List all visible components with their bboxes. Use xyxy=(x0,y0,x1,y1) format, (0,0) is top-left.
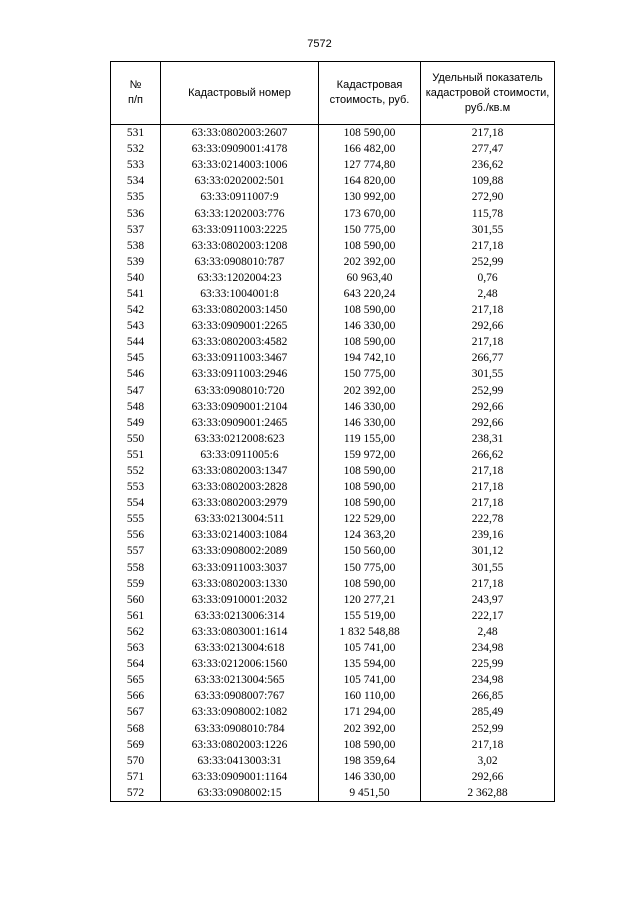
cell-row-number: 531 xyxy=(111,125,161,142)
cell-row-number: 572 xyxy=(111,785,161,802)
cell-row-number: 569 xyxy=(111,737,161,753)
cell-cadastral-value: 108 590,00 xyxy=(319,463,421,479)
table-row xyxy=(111,157,555,173)
cell-cadastral-number: 63:33:0803001:1614 xyxy=(161,624,319,640)
cell-specific-value: 2 362,88 xyxy=(421,785,555,802)
cell-row-number: 549 xyxy=(111,415,161,431)
table-header xyxy=(111,62,555,125)
cell-cadastral-value: 166 482,00 xyxy=(319,141,421,157)
cell-specific-value: 217,18 xyxy=(421,463,555,479)
cell-specific-value: 239,16 xyxy=(421,527,555,543)
cell-row-number: 556 xyxy=(111,527,161,543)
cell-specific-value: 115,78 xyxy=(421,205,555,221)
header-row-number xyxy=(111,62,161,125)
cell-row-number: 555 xyxy=(111,511,161,527)
cell-row-number: 543 xyxy=(111,318,161,334)
table-row xyxy=(111,720,555,736)
cell-row-number: 541 xyxy=(111,286,161,302)
cell-specific-value: 222,78 xyxy=(421,511,555,527)
cell-row-number: 566 xyxy=(111,688,161,704)
table-row xyxy=(111,205,555,221)
cell-cadastral-value: 120 277,21 xyxy=(319,592,421,608)
table-row xyxy=(111,447,555,463)
header-row xyxy=(111,62,555,125)
cell-cadastral-number: 63:33:0802003:1226 xyxy=(161,737,319,753)
cell-row-number: 535 xyxy=(111,189,161,205)
table-row xyxy=(111,141,555,157)
cell-row-number: 552 xyxy=(111,463,161,479)
cell-cadastral-number: 63:33:0802003:1347 xyxy=(161,463,319,479)
cell-specific-value: 217,18 xyxy=(421,125,555,142)
cell-cadastral-value: 164 820,00 xyxy=(319,173,421,189)
cell-cadastral-number: 63:33:0214003:1084 xyxy=(161,527,319,543)
cell-row-number: 562 xyxy=(111,624,161,640)
table-row xyxy=(111,785,555,802)
cell-cadastral-value: 135 594,00 xyxy=(319,656,421,672)
cell-cadastral-value: 60 963,40 xyxy=(319,270,421,286)
cell-cadastral-number: 63:33:0909001:4178 xyxy=(161,141,319,157)
cell-cadastral-value: 9 451,50 xyxy=(319,785,421,802)
table-row xyxy=(111,399,555,415)
cell-cadastral-value: 643 220,24 xyxy=(319,286,421,302)
cell-cadastral-number: 63:33:0212008:623 xyxy=(161,431,319,447)
table-row xyxy=(111,704,555,720)
header-cadastral-value: Кадастровая стоимость, руб. xyxy=(319,62,421,125)
cell-cadastral-value: 171 294,00 xyxy=(319,704,421,720)
table-body xyxy=(111,125,555,802)
cell-row-number: 567 xyxy=(111,704,161,720)
cell-cadastral-number: 63:33:0802003:2828 xyxy=(161,479,319,495)
cell-row-number: 545 xyxy=(111,350,161,366)
page-number: 7572 xyxy=(307,38,332,50)
cell-specific-value: 234,98 xyxy=(421,672,555,688)
cell-specific-value: 277,47 xyxy=(421,141,555,157)
cell-cadastral-number: 63:33:0213006:314 xyxy=(161,608,319,624)
cell-row-number: 544 xyxy=(111,334,161,350)
cell-row-number: 540 xyxy=(111,270,161,286)
cell-cadastral-number: 63:33:0908002:15 xyxy=(161,785,319,802)
table-row xyxy=(111,383,555,399)
cell-specific-value: 2,48 xyxy=(421,624,555,640)
cell-cadastral-number: 63:33:0908002:1082 xyxy=(161,704,319,720)
cell-cadastral-value: 146 330,00 xyxy=(319,769,421,785)
table-row xyxy=(111,640,555,656)
cell-cadastral-number: 63:33:0908002:2089 xyxy=(161,543,319,559)
cell-cadastral-number: 63:33:0908007:767 xyxy=(161,688,319,704)
cell-cadastral-value: 122 529,00 xyxy=(319,511,421,527)
cell-cadastral-number: 63:33:1202003:776 xyxy=(161,205,319,221)
cell-cadastral-number: 63:33:0910001:2032 xyxy=(161,592,319,608)
cell-cadastral-value: 1 832 548,88 xyxy=(319,624,421,640)
cell-specific-value: 217,18 xyxy=(421,737,555,753)
cell-cadastral-value: 127 774,80 xyxy=(319,157,421,173)
table-row xyxy=(111,415,555,431)
cell-row-number: 561 xyxy=(111,608,161,624)
table-row xyxy=(111,125,555,142)
cell-cadastral-number: 63:33:0909001:1164 xyxy=(161,769,319,785)
cell-row-number: 538 xyxy=(111,238,161,254)
cell-specific-value: 238,31 xyxy=(421,431,555,447)
cell-cadastral-number: 63:33:0909001:2104 xyxy=(161,399,319,415)
cell-cadastral-value: 108 590,00 xyxy=(319,479,421,495)
cell-row-number: 551 xyxy=(111,447,161,463)
cell-cadastral-number: 63:33:0911003:3467 xyxy=(161,350,319,366)
cell-cadastral-number: 63:33:0802003:4582 xyxy=(161,334,319,350)
cell-cadastral-number: 63:33:0911003:3037 xyxy=(161,560,319,576)
table-row xyxy=(111,350,555,366)
table-row xyxy=(111,543,555,559)
table-row xyxy=(111,560,555,576)
header-cadastral-number: Кадастровый номер xyxy=(161,62,319,125)
cell-row-number: 564 xyxy=(111,656,161,672)
cell-cadastral-value: 146 330,00 xyxy=(319,318,421,334)
cell-specific-value: 217,18 xyxy=(421,576,555,592)
cell-specific-value: 292,66 xyxy=(421,318,555,334)
cell-row-number: 558 xyxy=(111,560,161,576)
cell-cadastral-value: 202 392,00 xyxy=(319,254,421,270)
cell-specific-value: 266,85 xyxy=(421,688,555,704)
cell-specific-value: 234,98 xyxy=(421,640,555,656)
cell-cadastral-number: 63:33:0802003:2607 xyxy=(161,125,319,142)
cell-cadastral-number: 63:33:0909001:2265 xyxy=(161,318,319,334)
table-row xyxy=(111,189,555,205)
header-specific-value: Удельный показатель кадастровой стоимости, руб./кв.м xyxy=(421,62,555,125)
table-row xyxy=(111,656,555,672)
cell-cadastral-value: 146 330,00 xyxy=(319,415,421,431)
cell-specific-value: 0,76 xyxy=(421,270,555,286)
cell-row-number: 547 xyxy=(111,383,161,399)
cell-cadastral-value: 202 392,00 xyxy=(319,720,421,736)
cell-cadastral-number: 63:33:0212006:1560 xyxy=(161,656,319,672)
table-row xyxy=(111,608,555,624)
cell-row-number: 568 xyxy=(111,720,161,736)
cell-specific-value: 285,49 xyxy=(421,704,555,720)
cadastral-value-table xyxy=(110,61,555,802)
cell-cadastral-value: 160 110,00 xyxy=(319,688,421,704)
cell-cadastral-number: 63:33:0213004:565 xyxy=(161,672,319,688)
cell-cadastral-value: 150 775,00 xyxy=(319,560,421,576)
cell-row-number: 539 xyxy=(111,254,161,270)
table-row xyxy=(111,270,555,286)
table-row xyxy=(111,463,555,479)
cell-specific-value: 292,66 xyxy=(421,399,555,415)
cell-row-number: 537 xyxy=(111,222,161,238)
table-row xyxy=(111,769,555,785)
cell-row-number: 570 xyxy=(111,753,161,769)
table-row xyxy=(111,495,555,511)
table-row xyxy=(111,254,555,270)
cell-cadastral-value: 108 590,00 xyxy=(319,737,421,753)
cell-cadastral-number: 63:33:0909001:2465 xyxy=(161,415,319,431)
table-row xyxy=(111,302,555,318)
cell-cadastral-value: 105 741,00 xyxy=(319,672,421,688)
cell-row-number: 532 xyxy=(111,141,161,157)
cell-specific-value: 292,66 xyxy=(421,769,555,785)
cell-cadastral-value: 108 590,00 xyxy=(319,302,421,318)
cell-cadastral-value: 150 775,00 xyxy=(319,222,421,238)
cell-specific-value: 301,55 xyxy=(421,560,555,576)
header-number-abbr: п/п xyxy=(128,94,143,106)
cell-cadastral-value: 155 519,00 xyxy=(319,608,421,624)
cell-specific-value: 301,12 xyxy=(421,543,555,559)
cell-cadastral-number: 63:33:0802003:1450 xyxy=(161,302,319,318)
table-row xyxy=(111,366,555,382)
cell-row-number: 534 xyxy=(111,173,161,189)
table-row xyxy=(111,511,555,527)
cell-cadastral-number: 63:33:0908010:787 xyxy=(161,254,319,270)
cell-cadastral-number: 63:33:0202002:501 xyxy=(161,173,319,189)
cell-cadastral-value: 202 392,00 xyxy=(319,383,421,399)
cell-specific-value: 252,99 xyxy=(421,383,555,399)
cell-cadastral-number: 63:33:0911003:2946 xyxy=(161,366,319,382)
cell-cadastral-value: 108 590,00 xyxy=(319,576,421,592)
cell-cadastral-value: 108 590,00 xyxy=(319,334,421,350)
cell-specific-value: 217,18 xyxy=(421,302,555,318)
cell-specific-value: 236,62 xyxy=(421,157,555,173)
table-row xyxy=(111,222,555,238)
table-row xyxy=(111,334,555,350)
cell-cadastral-value: 198 359,64 xyxy=(319,753,421,769)
cell-cadastral-value: 119 155,00 xyxy=(319,431,421,447)
cell-cadastral-number: 63:33:0802003:2979 xyxy=(161,495,319,511)
table-row xyxy=(111,624,555,640)
cell-cadastral-number: 63:33:0802003:1208 xyxy=(161,238,319,254)
cell-row-number: 557 xyxy=(111,543,161,559)
cell-row-number: 563 xyxy=(111,640,161,656)
table-row xyxy=(111,238,555,254)
cell-specific-value: 243,97 xyxy=(421,592,555,608)
cell-cadastral-number: 63:33:0413003:31 xyxy=(161,753,319,769)
cell-cadastral-number: 63:33:0214003:1006 xyxy=(161,157,319,173)
cell-specific-value: 217,18 xyxy=(421,495,555,511)
table-row xyxy=(111,576,555,592)
cell-cadastral-value: 130 992,00 xyxy=(319,189,421,205)
cell-specific-value: 252,99 xyxy=(421,720,555,736)
cell-row-number: 548 xyxy=(111,399,161,415)
cell-specific-value: 301,55 xyxy=(421,366,555,382)
table-row xyxy=(111,479,555,495)
cell-specific-value: 292,66 xyxy=(421,415,555,431)
table-row xyxy=(111,737,555,753)
cell-row-number: 542 xyxy=(111,302,161,318)
cell-specific-value: 266,77 xyxy=(421,350,555,366)
cell-specific-value: 301,55 xyxy=(421,222,555,238)
cell-specific-value: 222,17 xyxy=(421,608,555,624)
cell-cadastral-value: 173 670,00 xyxy=(319,205,421,221)
cell-cadastral-number: 63:33:0908010:720 xyxy=(161,383,319,399)
cell-specific-value: 2,48 xyxy=(421,286,555,302)
cell-cadastral-value: 150 775,00 xyxy=(319,366,421,382)
cell-cadastral-number: 63:33:0213004:618 xyxy=(161,640,319,656)
cell-row-number: 560 xyxy=(111,592,161,608)
cell-row-number: 565 xyxy=(111,672,161,688)
table-row xyxy=(111,527,555,543)
cell-row-number: 536 xyxy=(111,205,161,221)
table-row xyxy=(111,592,555,608)
cell-specific-value: 217,18 xyxy=(421,334,555,350)
table-row xyxy=(111,753,555,769)
table-row xyxy=(111,672,555,688)
cell-cadastral-number: 63:33:0802003:1330 xyxy=(161,576,319,592)
table-row xyxy=(111,688,555,704)
cell-specific-value: 217,18 xyxy=(421,238,555,254)
cell-cadastral-value: 194 742,10 xyxy=(319,350,421,366)
table-row xyxy=(111,173,555,189)
cell-cadastral-number: 63:33:0213004:511 xyxy=(161,511,319,527)
cell-cadastral-number: 63:33:0911005:6 xyxy=(161,447,319,463)
cell-cadastral-value: 108 590,00 xyxy=(319,495,421,511)
header-number-sign: № xyxy=(129,79,142,91)
table-row xyxy=(111,286,555,302)
cell-specific-value: 3,02 xyxy=(421,753,555,769)
cell-row-number: 553 xyxy=(111,479,161,495)
cell-cadastral-number: 63:33:1004001:8 xyxy=(161,286,319,302)
cell-row-number: 533 xyxy=(111,157,161,173)
cell-cadastral-number: 63:33:0911007:9 xyxy=(161,189,319,205)
cell-specific-value: 217,18 xyxy=(421,479,555,495)
cell-cadastral-number: 63:33:1202004:23 xyxy=(161,270,319,286)
cell-specific-value: 272,90 xyxy=(421,189,555,205)
cell-cadastral-value: 159 972,00 xyxy=(319,447,421,463)
cell-cadastral-number: 63:33:0908010:784 xyxy=(161,720,319,736)
cell-cadastral-value: 146 330,00 xyxy=(319,399,421,415)
cell-specific-value: 225,99 xyxy=(421,656,555,672)
cell-specific-value: 266,62 xyxy=(421,447,555,463)
cell-specific-value: 252,99 xyxy=(421,254,555,270)
cell-row-number: 571 xyxy=(111,769,161,785)
cell-cadastral-value: 108 590,00 xyxy=(319,125,421,142)
cell-row-number: 559 xyxy=(111,576,161,592)
cell-cadastral-value: 108 590,00 xyxy=(319,238,421,254)
cell-row-number: 554 xyxy=(111,495,161,511)
cell-cadastral-number: 63:33:0911003:2225 xyxy=(161,222,319,238)
table-row xyxy=(111,431,555,447)
table-row xyxy=(111,318,555,334)
cell-row-number: 546 xyxy=(111,366,161,382)
cell-cadastral-value: 150 560,00 xyxy=(319,543,421,559)
cell-row-number: 550 xyxy=(111,431,161,447)
cell-cadastral-value: 124 363,20 xyxy=(319,527,421,543)
cell-cadastral-value: 105 741,00 xyxy=(319,640,421,656)
cell-specific-value: 109,88 xyxy=(421,173,555,189)
